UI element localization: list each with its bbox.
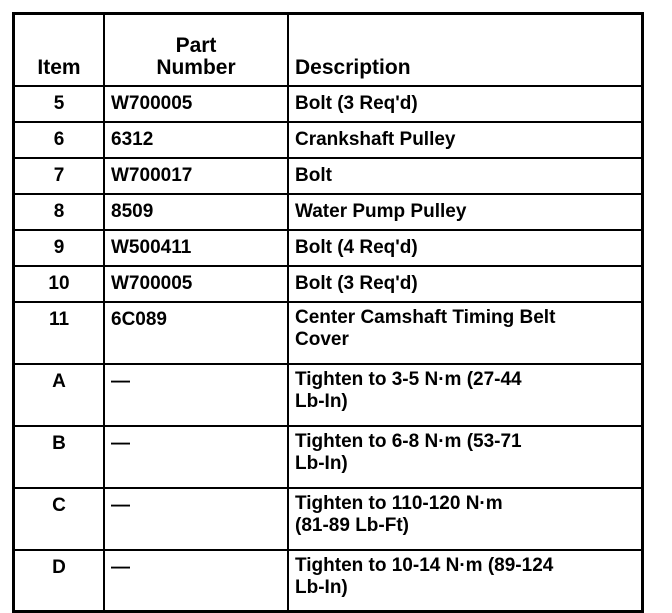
header-item: Item	[14, 14, 105, 86]
part-number-cell: 6C089	[104, 302, 288, 364]
table-row	[14, 86, 643, 122]
description-cell	[288, 488, 643, 550]
description-cell	[288, 302, 643, 364]
header-description: Description	[288, 14, 643, 86]
part-number-cell: W700005	[104, 266, 288, 302]
header-part-line2: Number	[156, 55, 236, 79]
table-row	[14, 122, 643, 158]
description-line1: Tighten to 6-8 N·m (53-71	[295, 430, 522, 452]
item-cell: 5	[14, 86, 105, 122]
table-row	[14, 158, 643, 194]
header-part-line1: Part	[175, 33, 217, 57]
table-row	[14, 550, 643, 612]
part-number-cell: —	[104, 426, 288, 488]
table-row	[14, 488, 643, 550]
table-header-row	[14, 14, 643, 86]
table-row	[14, 364, 643, 426]
part-number-cell: W700017	[104, 158, 288, 194]
description-line1: Center Camshaft Timing Belt	[295, 306, 556, 328]
item-cell: A	[14, 364, 105, 426]
description-cell	[288, 364, 643, 426]
part-number-cell: W700005	[104, 86, 288, 122]
table-row	[14, 230, 643, 266]
description-cell: Bolt (3 Req'd)	[288, 266, 643, 302]
description-line2: (81-89 Lb-Ft)	[295, 514, 409, 536]
item-cell: 8	[14, 194, 105, 230]
table-row	[14, 194, 643, 230]
description-line1: Tighten to 3-5 N·m (27-44	[295, 368, 522, 390]
item-cell: C	[14, 488, 105, 550]
description-line1: Tighten to 110-120 N·m	[295, 492, 503, 514]
part-number-cell: —	[104, 550, 288, 612]
description-line2: Lb-In)	[295, 390, 348, 412]
description-cell: Bolt (4 Req'd)	[288, 230, 643, 266]
part-number-cell: 6312	[104, 122, 288, 158]
description-cell	[288, 550, 643, 612]
item-cell: D	[14, 550, 105, 612]
part-number-cell: 8509	[104, 194, 288, 230]
item-cell: 10	[14, 266, 105, 302]
description-line2: Cover	[295, 328, 349, 350]
table-row	[14, 266, 643, 302]
table-row	[14, 426, 643, 488]
description-cell	[288, 426, 643, 488]
item-cell: 9	[14, 230, 105, 266]
table-row	[14, 302, 643, 364]
part-number-cell: —	[104, 488, 288, 550]
item-cell: 7	[14, 158, 105, 194]
description-line2: Lb-In)	[295, 452, 348, 474]
part-number-cell: —	[104, 364, 288, 426]
item-cell: 11	[14, 302, 105, 364]
description-cell: Crankshaft Pulley	[288, 122, 643, 158]
description-cell: Bolt	[288, 158, 643, 194]
part-number-cell: W500411	[104, 230, 288, 266]
parts-table	[12, 12, 644, 613]
item-cell: B	[14, 426, 105, 488]
header-part-number	[104, 14, 288, 86]
description-cell: Bolt (3 Req'd)	[288, 86, 643, 122]
item-cell: 6	[14, 122, 105, 158]
description-line2: Lb-In)	[295, 576, 348, 598]
description-line1: Tighten to 10-14 N·m (89-124	[295, 554, 554, 576]
description-cell: Water Pump Pulley	[288, 194, 643, 230]
